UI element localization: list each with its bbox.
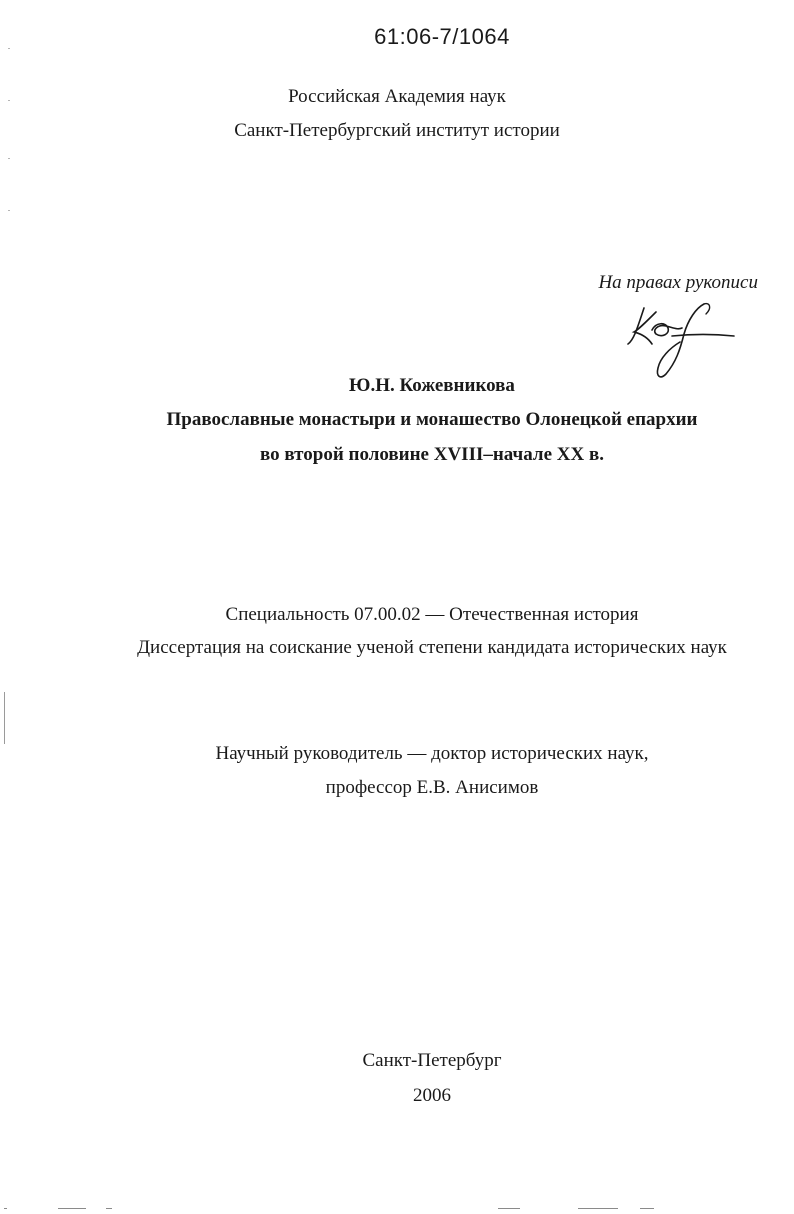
scan-edge-dot <box>8 158 10 159</box>
specialty-line: Специальность 07.00.02 — Отечественная история <box>225 604 639 625</box>
publication-city: Санкт-Петербург <box>362 1050 502 1071</box>
supervisor-name: профессор Е.В. Анисимов <box>325 777 539 798</box>
publication-year: 2006 <box>413 1085 451 1106</box>
catalog-number: 61:06-7/1064 <box>374 24 510 49</box>
scan-bottom-artifacts <box>0 1208 794 1210</box>
scan-edge-dot <box>8 100 10 101</box>
scan-edge-dot <box>8 48 10 49</box>
organization-name: Российская Академия наук <box>288 86 506 107</box>
manuscript-rights-note: На правах рукописи <box>598 272 758 293</box>
scan-edge-dot <box>8 210 10 211</box>
dissertation-title-line-1: Православные монастыри и монашество Олонецкой епархии <box>166 409 698 430</box>
handwritten-signature <box>622 300 740 382</box>
scan-margin-mark <box>4 692 5 744</box>
dissertation-title-line-2: во второй половине XVIII–начале XX в. <box>260 444 604 465</box>
author-name: Ю.Н. Кожевникова <box>349 375 515 396</box>
supervisor-title: Научный руководитель — доктор исторических наук, <box>215 743 649 764</box>
institute-name: Санкт-Петербургский институт истории <box>234 120 560 141</box>
degree-line: Диссертация на соискание ученой степени кандидата исторических наук <box>137 637 727 658</box>
